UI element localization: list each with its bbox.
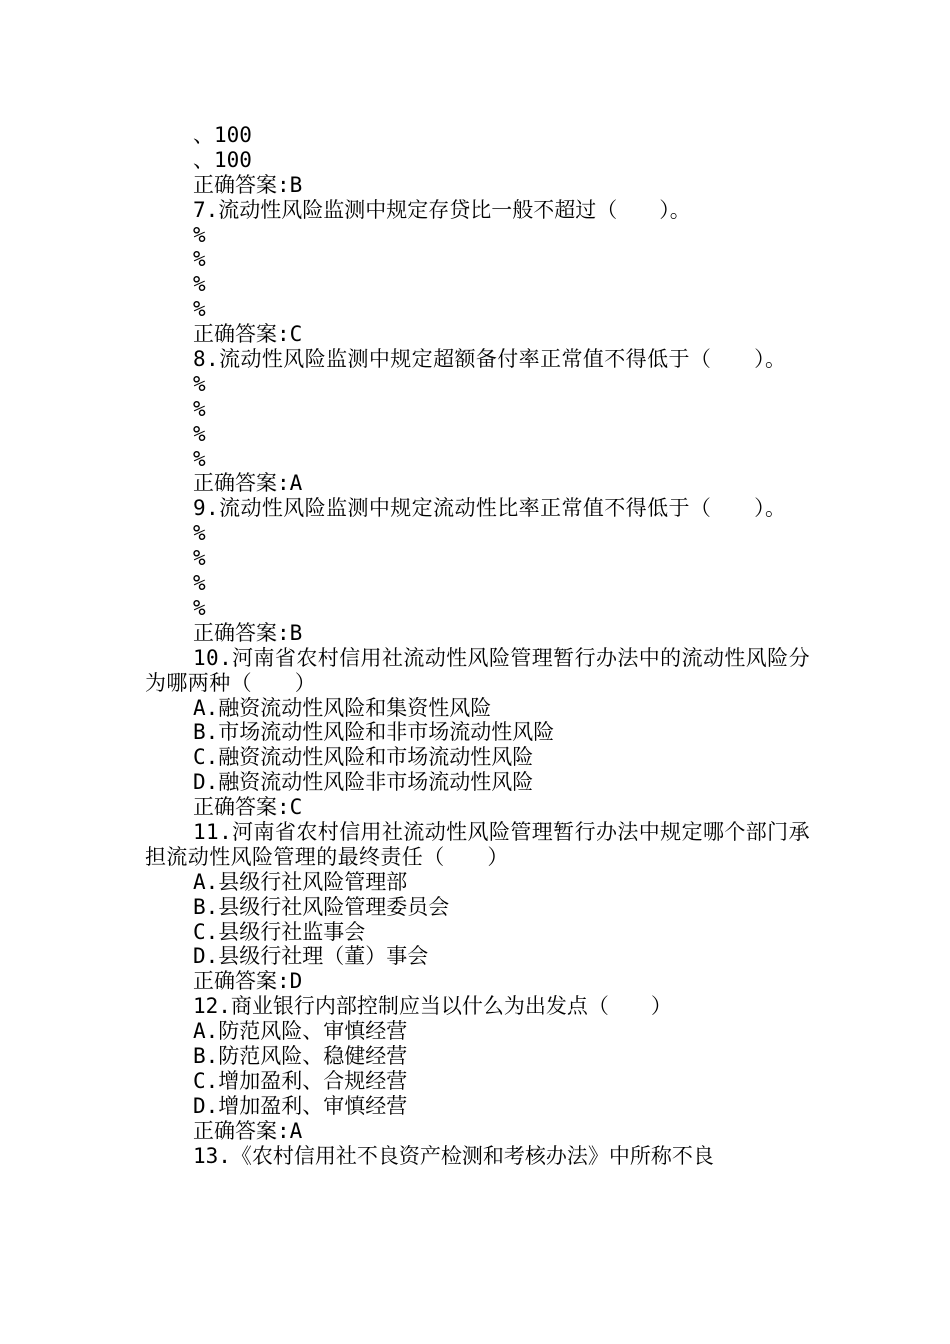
option-line: % — [193, 446, 206, 471]
option-b: B.市场流动性风险和非市场流动性风险 — [193, 720, 555, 745]
option-c: C.融资流动性风险和市场流动性风险 — [193, 745, 534, 770]
option-line: % — [193, 222, 206, 247]
answer-line: 正确答案:A — [193, 471, 303, 496]
option-line: % — [193, 571, 206, 596]
option-a: A.防范风险、审慎经营 — [193, 1019, 408, 1044]
question-12: 12.商业银行内部控制应当以什么为出发点（ ） — [193, 994, 672, 1019]
option-line: % — [193, 297, 206, 322]
option-c: C.增加盈利、合规经营 — [193, 1068, 408, 1093]
answer-line: 正确答案:A — [193, 1118, 303, 1143]
answer-line: 正确答案:B — [193, 620, 303, 645]
option-line: 、100 — [193, 147, 252, 172]
option-line: % — [193, 546, 206, 571]
option-c: C.县级行社监事会 — [193, 919, 366, 944]
question-9: 9.流动性风险监测中规定流动性比率正常值不得低于（ ）。 — [193, 496, 787, 521]
question-10: 10.河南省农村信用社流动性风险管理暂行办法中的流动性风险分为哪两种（ ） — [145, 645, 810, 695]
option-a: A.县级行社风险管理部 — [193, 869, 408, 894]
question-8: 8.流动性风险监测中规定超额备付率正常值不得低于（ ）。 — [193, 347, 787, 372]
document-body — [145, 123, 810, 1169]
answer-line: 正确答案:C — [193, 795, 303, 820]
option-line: % — [193, 371, 206, 396]
option-a: A.融资流动性风险和集资性风险 — [193, 695, 492, 720]
option-line: % — [193, 272, 206, 297]
option-line: % — [193, 396, 206, 421]
option-line: % — [193, 595, 206, 620]
option-d: D.县级行社理（董）事会 — [193, 944, 429, 969]
option-line: % — [193, 421, 206, 446]
option-d: D.融资流动性风险非市场流动性风险 — [193, 770, 534, 795]
option-d: D.增加盈利、审慎经营 — [193, 1093, 408, 1118]
question-11: 11.河南省农村信用社流动性风险管理暂行办法中规定哪个部门承担流动性风险管理的最终责任（ ） — [145, 820, 810, 869]
question-13: 13.《农村信用社不良资产检测和考核办法》中所称不良 — [193, 1143, 714, 1168]
option-line: 、100 — [193, 123, 252, 147]
answer-line: 正确答案:D — [193, 969, 303, 994]
option-b: B.防范风险、稳健经营 — [193, 1044, 408, 1069]
answer-line: 正确答案:C — [193, 322, 303, 347]
option-b: B.县级行社风险管理委员会 — [193, 894, 450, 919]
question-7: 7.流动性风险监测中规定存贷比一般不超过（ ）。 — [193, 197, 691, 222]
answer-line: 正确答案:B — [193, 172, 303, 197]
option-line: % — [193, 247, 206, 272]
option-line: % — [193, 521, 206, 546]
